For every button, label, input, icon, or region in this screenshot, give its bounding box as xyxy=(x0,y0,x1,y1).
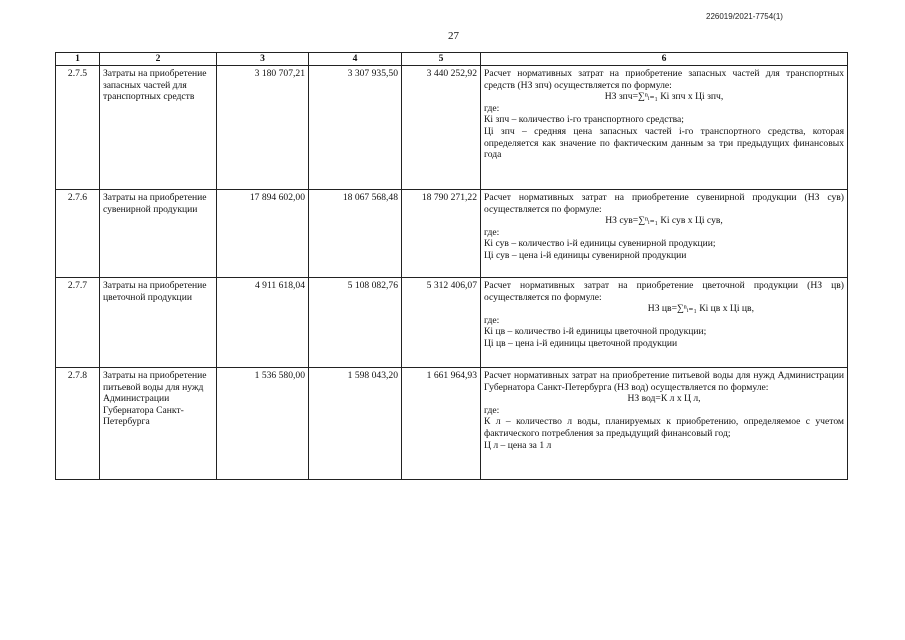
table-row xyxy=(56,368,848,480)
definition: К л – количество л воды, планируемых к приобретению, определяемое с учетом фактического потребления за предыдущий финансовый год; xyxy=(484,416,844,439)
table-row xyxy=(56,190,848,278)
calculation-description xyxy=(481,278,848,368)
value-year-2: 1 598 043,20 xyxy=(309,368,402,480)
row-number: 2.7.6 xyxy=(56,190,100,278)
value-year-2: 18 067 568,48 xyxy=(309,190,402,278)
header-row xyxy=(56,53,848,66)
where-label: где: xyxy=(484,226,500,238)
where-label: где: xyxy=(484,404,500,416)
row-number: 2.7.8 xyxy=(56,368,100,480)
formula: НЗ вод=К л х Ц л, xyxy=(627,393,701,405)
where-label: где: xyxy=(484,314,500,326)
formula: НЗ сув=∑ⁿᵢ₌₁ Кі сув х Ці сув, xyxy=(605,215,723,227)
row-number: 2.7.7 xyxy=(56,278,100,368)
definition: Ці цв – цена i-й единицы цветочной продукции xyxy=(484,337,678,349)
table-row xyxy=(56,278,848,368)
table-row xyxy=(56,66,848,190)
document-code: 226019/2021-7754(1) xyxy=(706,12,783,21)
header-cell-3: 3 xyxy=(217,53,309,66)
value-year-3: 1 661 964,93 xyxy=(402,368,481,480)
cost-name: Затраты на приобретение сувенирной продукции xyxy=(100,190,217,278)
formula: НЗ цв=∑ⁿᵢ₌₁ Кі цв х Ці цв, xyxy=(647,303,754,315)
value-year-1: 17 894 602,00 xyxy=(217,190,309,278)
definition: Ці сув – цена i-й единицы сувенирной продукции xyxy=(484,249,687,261)
cost-name: Затраты на приобретение запасных частей для транспортных средств xyxy=(100,66,217,190)
header-cell-4: 4 xyxy=(309,53,402,66)
calculation-description xyxy=(481,190,848,278)
value-year-3: 18 790 271,22 xyxy=(402,190,481,278)
page-number: 27 xyxy=(448,30,459,42)
header-cell-5: 5 xyxy=(402,53,481,66)
cost-table xyxy=(55,52,848,480)
definition: Ц л – цена за 1 л xyxy=(484,439,552,451)
description-intro: Расчет нормативных затрат на приобретение питьевой воды для нужд Администрации Губернатора Санкт-Петербурга (НЗ вод) осуществляется по формуле: xyxy=(484,370,844,393)
definition: Кі зпч – количество i-го транспортного средства; xyxy=(484,114,684,126)
value-year-1: 1 536 580,00 xyxy=(217,368,309,480)
calculation-description xyxy=(481,66,848,190)
description-intro: Расчет нормативных затрат на приобретение цветочной продукции (НЗ цв) осуществляется по формуле: xyxy=(484,280,844,303)
cost-name: Затраты на приобретение питьевой воды для нужд Администрации Губернатора Санкт-Петербурга xyxy=(100,368,217,480)
value-year-1: 4 911 618,04 xyxy=(217,278,309,368)
description-intro: Расчет нормативных затрат на приобретение сувенирной продукции (НЗ сув) осуществляется по формуле: xyxy=(484,192,844,215)
value-year-3: 3 440 252,92 xyxy=(402,66,481,190)
description-intro: Расчет нормативных затрат на приобретение запасных частей для транспортных средств (НЗ зпч) осуществляется по формуле: xyxy=(484,68,844,91)
definition: Кі сув – количество i-й единицы сувенирной продукции; xyxy=(484,238,716,250)
cost-name: Затраты на приобретение цветочной продукции xyxy=(100,278,217,368)
header-cell-1: 1 xyxy=(56,53,100,66)
value-year-2: 5 108 082,76 xyxy=(309,278,402,368)
header-cell-6: 6 xyxy=(481,53,848,66)
header-cell-2: 2 xyxy=(100,53,217,66)
where-label: где: xyxy=(484,102,500,114)
value-year-3: 5 312 406,07 xyxy=(402,278,481,368)
row-number: 2.7.5 xyxy=(56,66,100,190)
formula: НЗ зпч=∑ⁿᵢ₌₁ Кі зпч х Ці зпч, xyxy=(604,91,724,103)
calculation-description xyxy=(481,368,848,480)
definition: Кі цв – количество i-й единицы цветочной продукции; xyxy=(484,326,707,338)
value-year-2: 3 307 935,50 xyxy=(309,66,402,190)
definition: Ці зпч – средняя цена запасных частей i-го транспортного средства, которая определяется как значение по фактическим данным за три предыдущих финансовых года xyxy=(484,125,844,161)
value-year-1: 3 180 707,21 xyxy=(217,66,309,190)
